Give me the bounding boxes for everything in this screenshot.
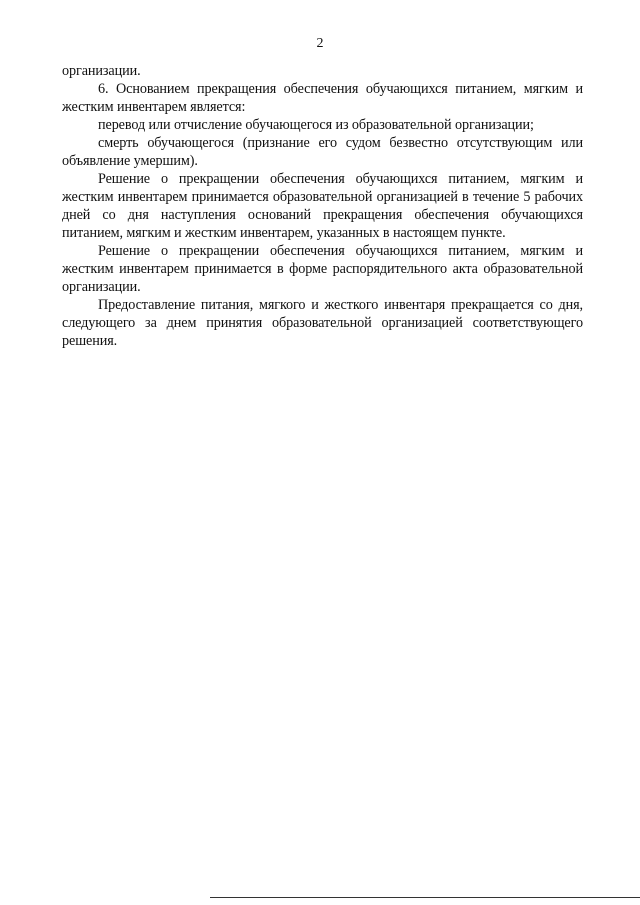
footer-divider	[210, 897, 640, 898]
paragraph-decision-form: Решение о прекращении обеспечения обучающихся питанием, мягким и жестким инвентарем принимается в форме распорядительного акта образовательной организации.	[62, 243, 583, 295]
paragraph-item-6: 6. Основанием прекращения обеспечения обучающихся питанием, мягким и жестким инвентарем является:	[62, 81, 583, 115]
page-number: 2	[316, 36, 324, 51]
paragraph-continuation: организации.	[62, 63, 141, 79]
document-body	[62, 62, 583, 350]
paragraph-decision-timing: Решение о прекращении обеспечения обучающихся питанием, мягким и жестким инвентарем принимается образовательной организацией в течение 5 рабочих дней со дня наступления оснований прекращения обеспечения обучающихся питанием, мягким и жестким инвентарем, указанных в настоящем пункте.	[62, 171, 583, 241]
paragraph-death: смерть обучающегося (признание его судом безвестно отсутствующим или объявление умершим).	[62, 135, 583, 169]
paragraph-transfer-expulsion: перевод или отчисление обучающегося из образовательной организации;	[98, 117, 534, 133]
paragraph-termination: Предоставление питания, мягкого и жесткого инвентаря прекращается со дня, следующего за днем принятия образовательной организацией соответствующего решения.	[62, 297, 583, 349]
